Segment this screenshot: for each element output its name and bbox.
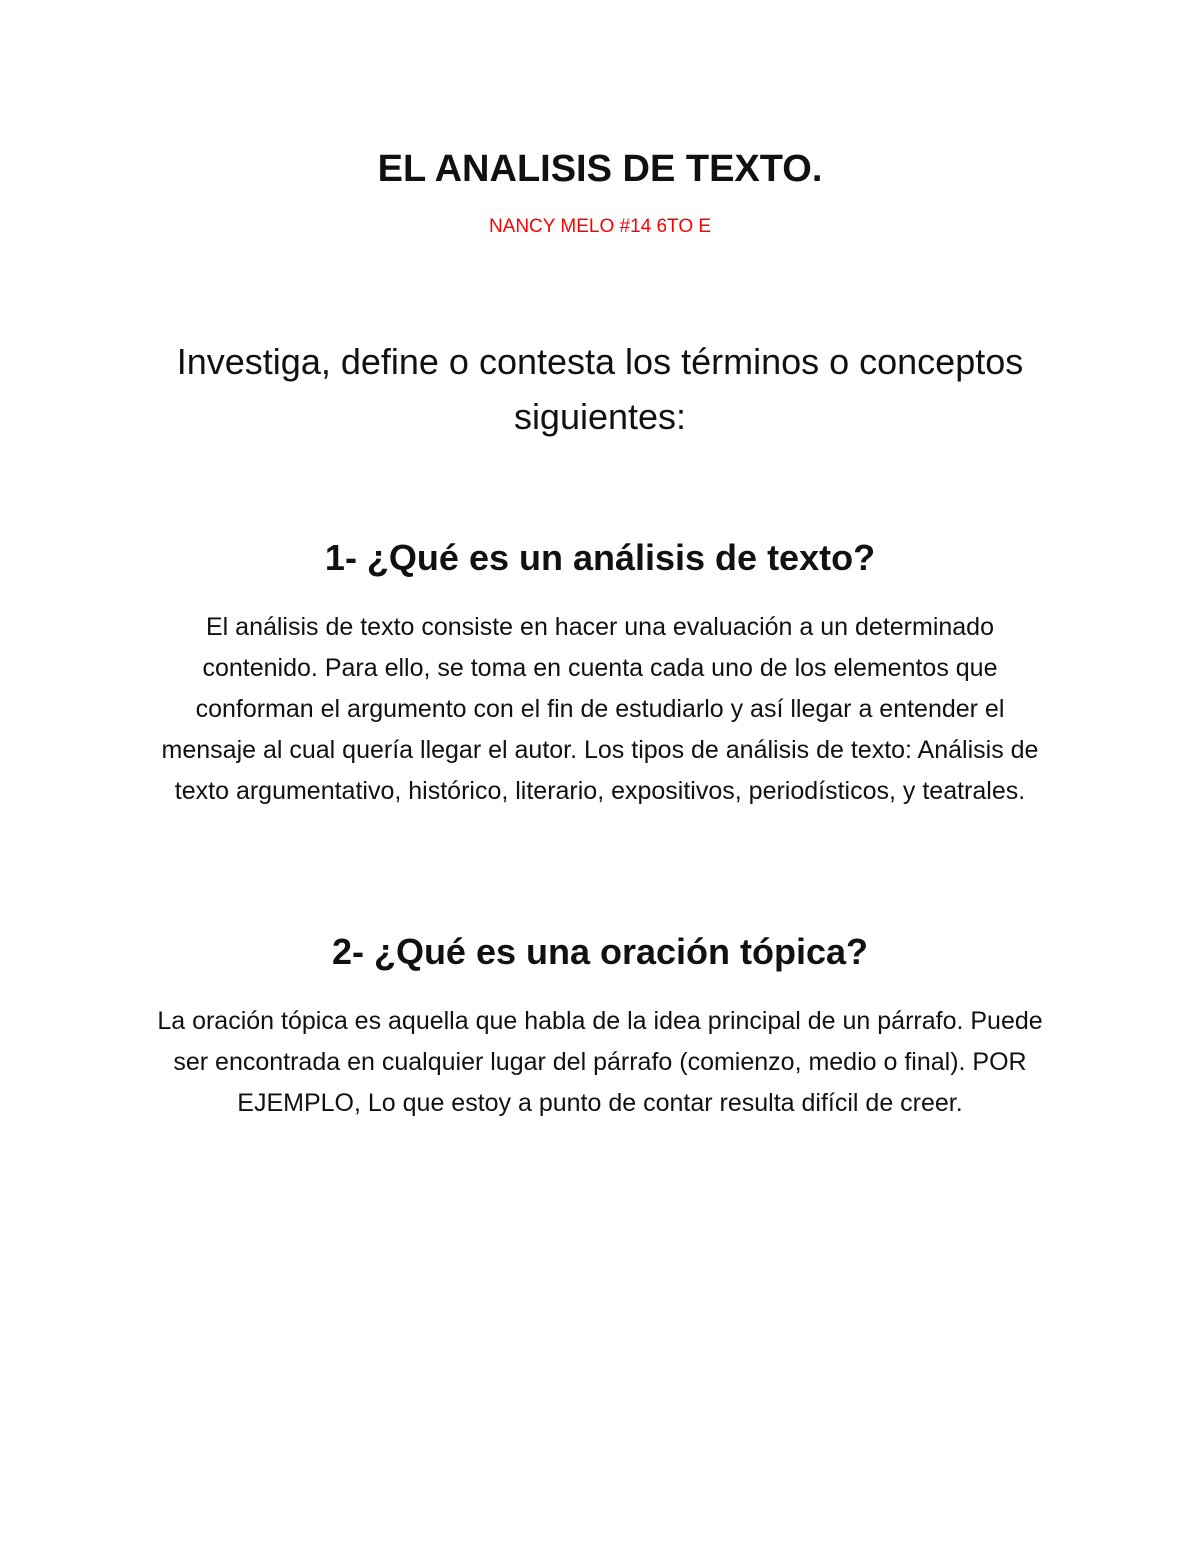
question-1-answer: El análisis de texto consiste en hacer una evaluación a un determinado contenido. Para ello, se toma en cuenta cada uno de los elementos que conforman el argumento con el fin de estudiarlo y así llegar a entender el mensaje al cual quería llegar el autor. Los tipos de análisis de texto: Análisis de texto argumentativo, histórico, literario, expositivos, periodísticos, y teatrales. xyxy=(161,613,1039,805)
author-line: NANCY MELO #14 6TO E xyxy=(488,216,712,237)
instructions-text: Investiga, define o contesta los términos o conceptos siguientes: xyxy=(176,341,1024,437)
question-1-heading: 1- ¿Qué es un análisis de texto? xyxy=(324,537,876,578)
question-2-heading: 2- ¿Qué es una oración tópica? xyxy=(331,931,869,972)
question-2-answer: La oración tópica es aquella que habla de la idea principal de un párrafo. Puede ser encontrada en cualquier lugar del párrafo (comienzo, medio o final). POR EJEMPLO, Lo que estoy a punto de contar resulta difícil de creer. xyxy=(157,1007,1043,1117)
document-title: EL ANALISIS DE TEXTO. xyxy=(377,148,823,190)
